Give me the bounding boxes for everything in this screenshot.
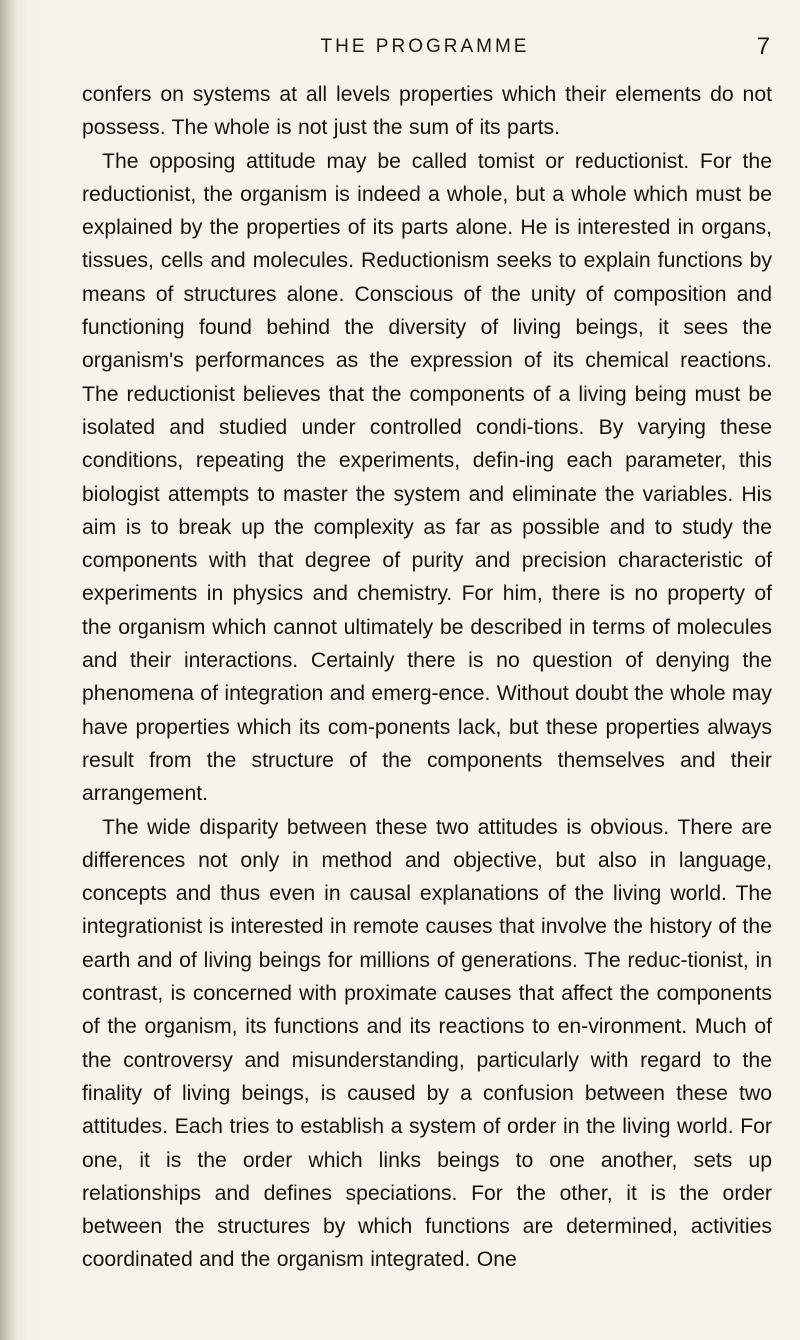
running-head — [80, 32, 770, 62]
paragraph-disparity: The wide disparity between these two attitudes is obvious. There are differences not only in method and objective, but also in language, concepts and thus even in causal explanations of the living world. The integrationist is interested in remote causes that involve the history of the earth and of living beings for millions of generations. The reduc-tionist, in contrast, is concerned with proximate causes that affect the components of the organism, its functions and its reactions to en-vironment. Much of the controversy and misunderstanding, particularly with regard to the finality of living beings, is caused by a confusion between these two attitudes. Each tries to establish a system of order in the living world. For one, it is the order which links beings to one another, sets up relationships and defines speciations. For the other, it is the order between the structures by which functions are determined, activities coordinated and the organism integrated. One — [82, 815, 772, 1272]
running-title: THE PROGRAMME — [320, 36, 530, 57]
paragraph-reductionist: The opposing attitude may be called tomist or reductionist. For the reductionist, the organism is indeed a whole, but a whole which must be explained by the properties of its parts alone. He is interested in organs, tissues, cells and molecules. Reductionism seeks to explain functions by means of structures alone. Conscious of the unity of composition and functioning found behind the diversity of living beings, it sees the organism's performances as the expression of its chemical reactions. The reductionist believes that the components of a living being must be isolated and studied under controlled condi-tions. By varying these conditions, repeating the experiments, defin-ing each parameter, this biologist attempts to master the system and eliminate the variables. His aim is to break up the complexity as far as possible and to study the components with that degree of purity and precision characteristic of experiments in physics and chemistry. For him, there is no property of the organism which cannot ultimately be described in terms of molecules and their interactions. Certainly there is no question of denying the phenomena of integration and emerg-ence. Without doubt the whole may have properties which its com-ponents lack, but these properties always result from the structure of the components themselves and their arrangement. — [82, 149, 772, 806]
binding-gutter — [0, 0, 18, 1340]
body-text — [82, 78, 772, 1277]
page-number: 7 — [756, 33, 770, 60]
paragraph-continued: confers on systems at all levels properties which their elements do not possess. The whole is not just the sum of its parts. — [82, 83, 772, 140]
